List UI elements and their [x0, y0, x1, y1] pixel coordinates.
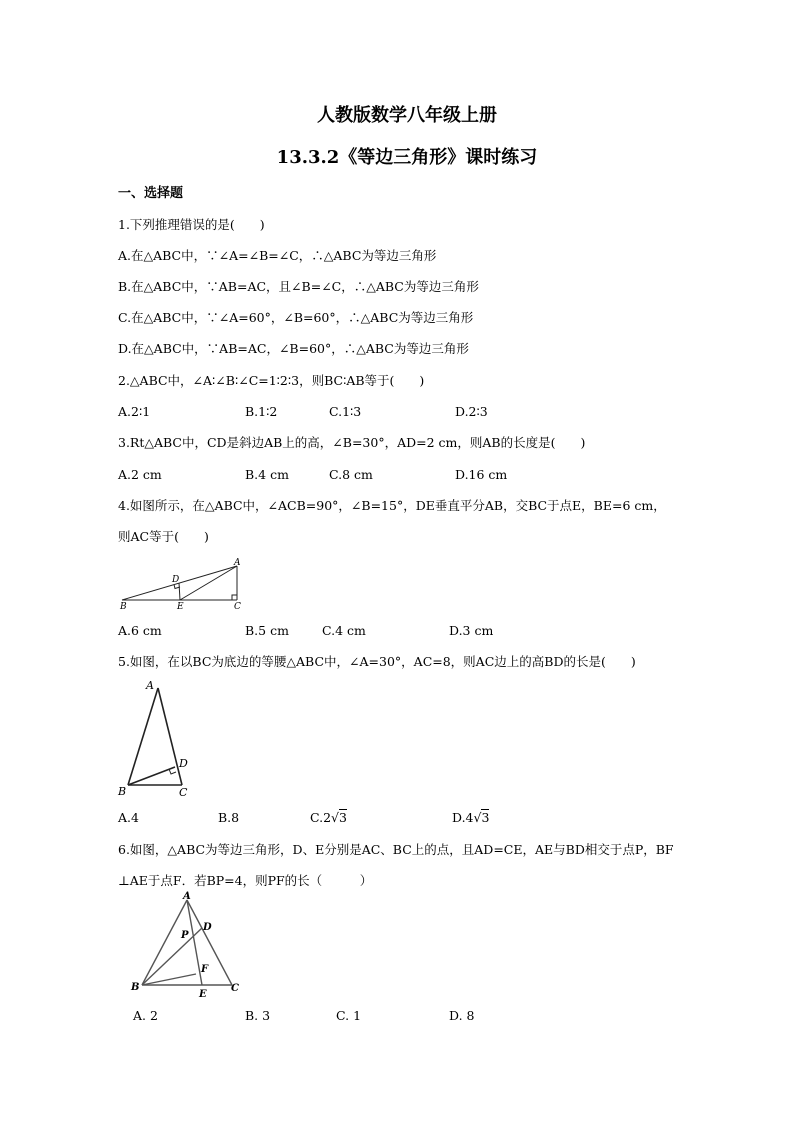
- question-4-stem-line1: 4.如图所示，在△ABC中，∠ACB=90°，∠B=15°，DE垂直平分AB，交BC于点E，BE=6 cm，: [118, 498, 666, 513]
- section-heading: 一、选择题: [118, 186, 184, 201]
- question-5-option-d: [452, 810, 489, 826]
- question-6-figure: [126, 890, 246, 1000]
- sqrt-symbol: √: [331, 810, 340, 825]
- question-5-stem: 5.如图，在以BC为底边的等腰△ABC中，∠A=30°，AC=8，则AC边上的高BD的长是( ): [118, 654, 636, 669]
- q4-label-b: B: [120, 602, 127, 611]
- question-6-option-d: D. 8: [449, 1008, 475, 1023]
- q6-label-b: B: [131, 982, 140, 993]
- question-3-option-d: D.16 cm: [455, 467, 508, 482]
- question-1-option-b: B.在△ABC中，∵AB=AC，且∠B=∠C，∴△ABC为等边三角形: [118, 279, 479, 294]
- question-5-option-b: B.8: [218, 810, 240, 825]
- page-title: 人教版数学八年级上册: [317, 105, 497, 126]
- q6-segment-bd: [142, 928, 202, 985]
- q6-label-c: C: [231, 983, 239, 994]
- q5-segment-ab: [128, 688, 158, 785]
- question-4-option-b: B.5 cm: [245, 623, 289, 638]
- page-subtitle: 13.3.2《等边三角形》课时练习: [276, 147, 538, 168]
- question-2-option-c: C.1∶3: [329, 404, 362, 419]
- q4-segment-ae: [180, 566, 237, 600]
- q4-label-c: C: [234, 602, 241, 611]
- question-5-figure: [116, 676, 196, 800]
- q4-segment-de: [179, 583, 180, 600]
- question-3-stem: 3.Rt△ABC中，CD是斜边AB上的高，∠B=30°，AD=2 cm，则AB的长度是( ): [118, 435, 586, 450]
- q6-segment-ab: [142, 900, 187, 985]
- question-2-option-a: A.2∶1: [118, 404, 151, 419]
- q4-label-d: D: [172, 575, 180, 585]
- question-4-option-d: D.3 cm: [449, 623, 494, 638]
- q4-label-e: E: [177, 602, 184, 611]
- sqrt-symbol: √: [473, 810, 482, 825]
- q5-option-d-prefix: D.4: [452, 810, 474, 825]
- q6-label-a: A: [183, 891, 191, 902]
- q5-option-d-radicand: 3: [481, 810, 490, 825]
- question-4-stem-line2: 则AC等于( ): [118, 529, 209, 544]
- q5-label-a: A: [146, 679, 154, 692]
- question-6-option-b: B. 3: [245, 1008, 271, 1023]
- q6-label-p: P: [181, 930, 189, 941]
- q6-label-f: F: [201, 964, 209, 975]
- question-3-option-b: B.4 cm: [245, 467, 289, 482]
- q5-label-c: C: [179, 786, 188, 799]
- question-6-option-a: A. 2: [133, 1008, 158, 1023]
- q5-segment-bd: [128, 767, 175, 785]
- q5-option-c-prefix: C.2: [310, 810, 332, 825]
- question-4-option-c: C.4 cm: [322, 623, 366, 638]
- question-4-option-a: A.6 cm: [118, 623, 162, 638]
- q6-label-e: E: [199, 989, 207, 1000]
- question-4-figure: [112, 555, 252, 611]
- q6-label-d: D: [203, 922, 212, 933]
- question-2-option-d: D.2∶3: [455, 404, 488, 419]
- q6-segment-bf: [142, 974, 196, 985]
- question-3-option-a: A.2 cm: [118, 467, 162, 482]
- q4-label-a: A: [234, 558, 241, 568]
- question-6-stem-line2: ⊥AE于点F．若BP=4，则PF的长（ ）: [118, 873, 373, 888]
- question-2-stem: 2.△ABC中，∠A∶∠B∶∠C=1∶2∶3，则BC∶AB等于( ): [118, 373, 425, 388]
- q4-right-angle-c: [232, 595, 237, 600]
- question-1-stem: 1.下列推理错误的是( ): [118, 217, 265, 232]
- question-5-option-c: [310, 810, 347, 826]
- question-2-option-b: B.1∶2: [245, 404, 278, 419]
- q6-segment-ac: [187, 900, 232, 985]
- question-6-option-c: C. 1: [336, 1008, 362, 1023]
- question-3-option-c: C.8 cm: [329, 467, 373, 482]
- question-5-option-a: A.4: [118, 810, 139, 825]
- question-1-option-a: A.在△ABC中，∵∠A=∠B=∠C，∴△ABC为等边三角形: [118, 248, 437, 263]
- q5-label-d: D: [179, 757, 188, 770]
- question-6-stem-line1: 6.如图，△ABC为等边三角形，D、E分别是AC、BC上的点，且AD=CE，AE与BD相交于点P，BF: [118, 842, 674, 857]
- question-1-option-d: D.在△ABC中，∵AB=AC，∠B=60°，∴△ABC为等边三角形: [118, 341, 469, 356]
- q5-option-c-radicand: 3: [339, 810, 347, 825]
- q5-label-b: B: [118, 785, 127, 798]
- question-1-option-c: C.在△ABC中，∵∠A=60°，∠B=60°，∴△ABC为等边三角形: [118, 310, 474, 325]
